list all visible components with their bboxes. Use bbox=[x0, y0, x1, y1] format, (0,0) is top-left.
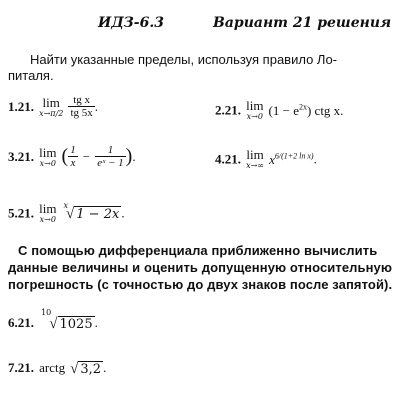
intro-line-1: Найти указанные пределы, используя правило Ло- bbox=[30, 52, 338, 67]
problem-5: 5.21. lim x→0 $^x$√ 1 − 2x . bbox=[8, 200, 125, 224]
problem-2 bbox=[215, 99, 343, 121]
problem-number: 4.21. bbox=[215, 151, 241, 167]
limit-operator: lim x→∞ bbox=[246, 147, 264, 170]
limit-operator: lim x→0 bbox=[39, 201, 57, 224]
problem-number: 5.21. bbox=[8, 205, 34, 221]
function-name: arctg bbox=[39, 360, 66, 375]
intro-line-2: питаля. bbox=[8, 68, 54, 83]
expression: $x^{6/(1+2 ln x)}$ bbox=[269, 151, 314, 167]
problem-1: 1.21. lim x→π/2 $\frac{\text{tg x}}{tg 5x}$ . bbox=[8, 94, 99, 119]
limit-operator: lim x→0 bbox=[39, 144, 57, 168]
problem-3: 3.21. lim x→0 ( $\frac{1}{x}$ − $\frac{1}{\text{eˣ − 1}}$ ). bbox=[8, 144, 136, 169]
problem-7: 7.21. arctg √ 3,2 . bbox=[8, 357, 106, 378]
limit-operator: lim x→π/2 bbox=[39, 94, 64, 118]
fraction-2: $\frac{1}{\text{eˣ − 1}}$ bbox=[97, 144, 124, 169]
problem-number: 3.21. bbox=[8, 149, 34, 164]
problem-4: 4.21. lim x→∞ $x^{6/(1+2 ln x)}$. bbox=[215, 147, 317, 170]
paragraph-line-3: погрешность (с точностью до двух знаков после запятой). bbox=[8, 277, 393, 292]
problem-number: 7.21. bbox=[8, 360, 34, 375]
problem-number: 2.21. bbox=[215, 102, 241, 118]
paragraph-line-1: С помощью дифференциала приближенно вычислить bbox=[18, 243, 378, 258]
problem-6: 6.21. $^{10}$√ 1025 . bbox=[8, 308, 98, 332]
radical: $^{10}$√ 1025 bbox=[41, 308, 93, 332]
document-code: ИДЗ-6.3 bbox=[98, 15, 164, 31]
fraction: $\frac{\text{tg x}}{tg 5x}$ bbox=[70, 94, 93, 119]
variant-title: Вариант 21 решения bbox=[213, 15, 392, 31]
problem-number: 6.21. bbox=[8, 315, 34, 330]
expression: $(1 - e^{2x})$ ctg x. bbox=[268, 102, 344, 118]
fraction-1: $\frac{1}{x}$ bbox=[70, 144, 76, 169]
radical: $^x$√ 1 − 2x bbox=[63, 200, 120, 222]
limit-operator: lim x→0 bbox=[246, 98, 264, 121]
paragraph-line-2: данные величины и оценить допущенную относительную bbox=[8, 260, 393, 275]
problem-number: 1.21. bbox=[8, 99, 34, 114]
radical: √ 3,2 bbox=[70, 360, 102, 377]
